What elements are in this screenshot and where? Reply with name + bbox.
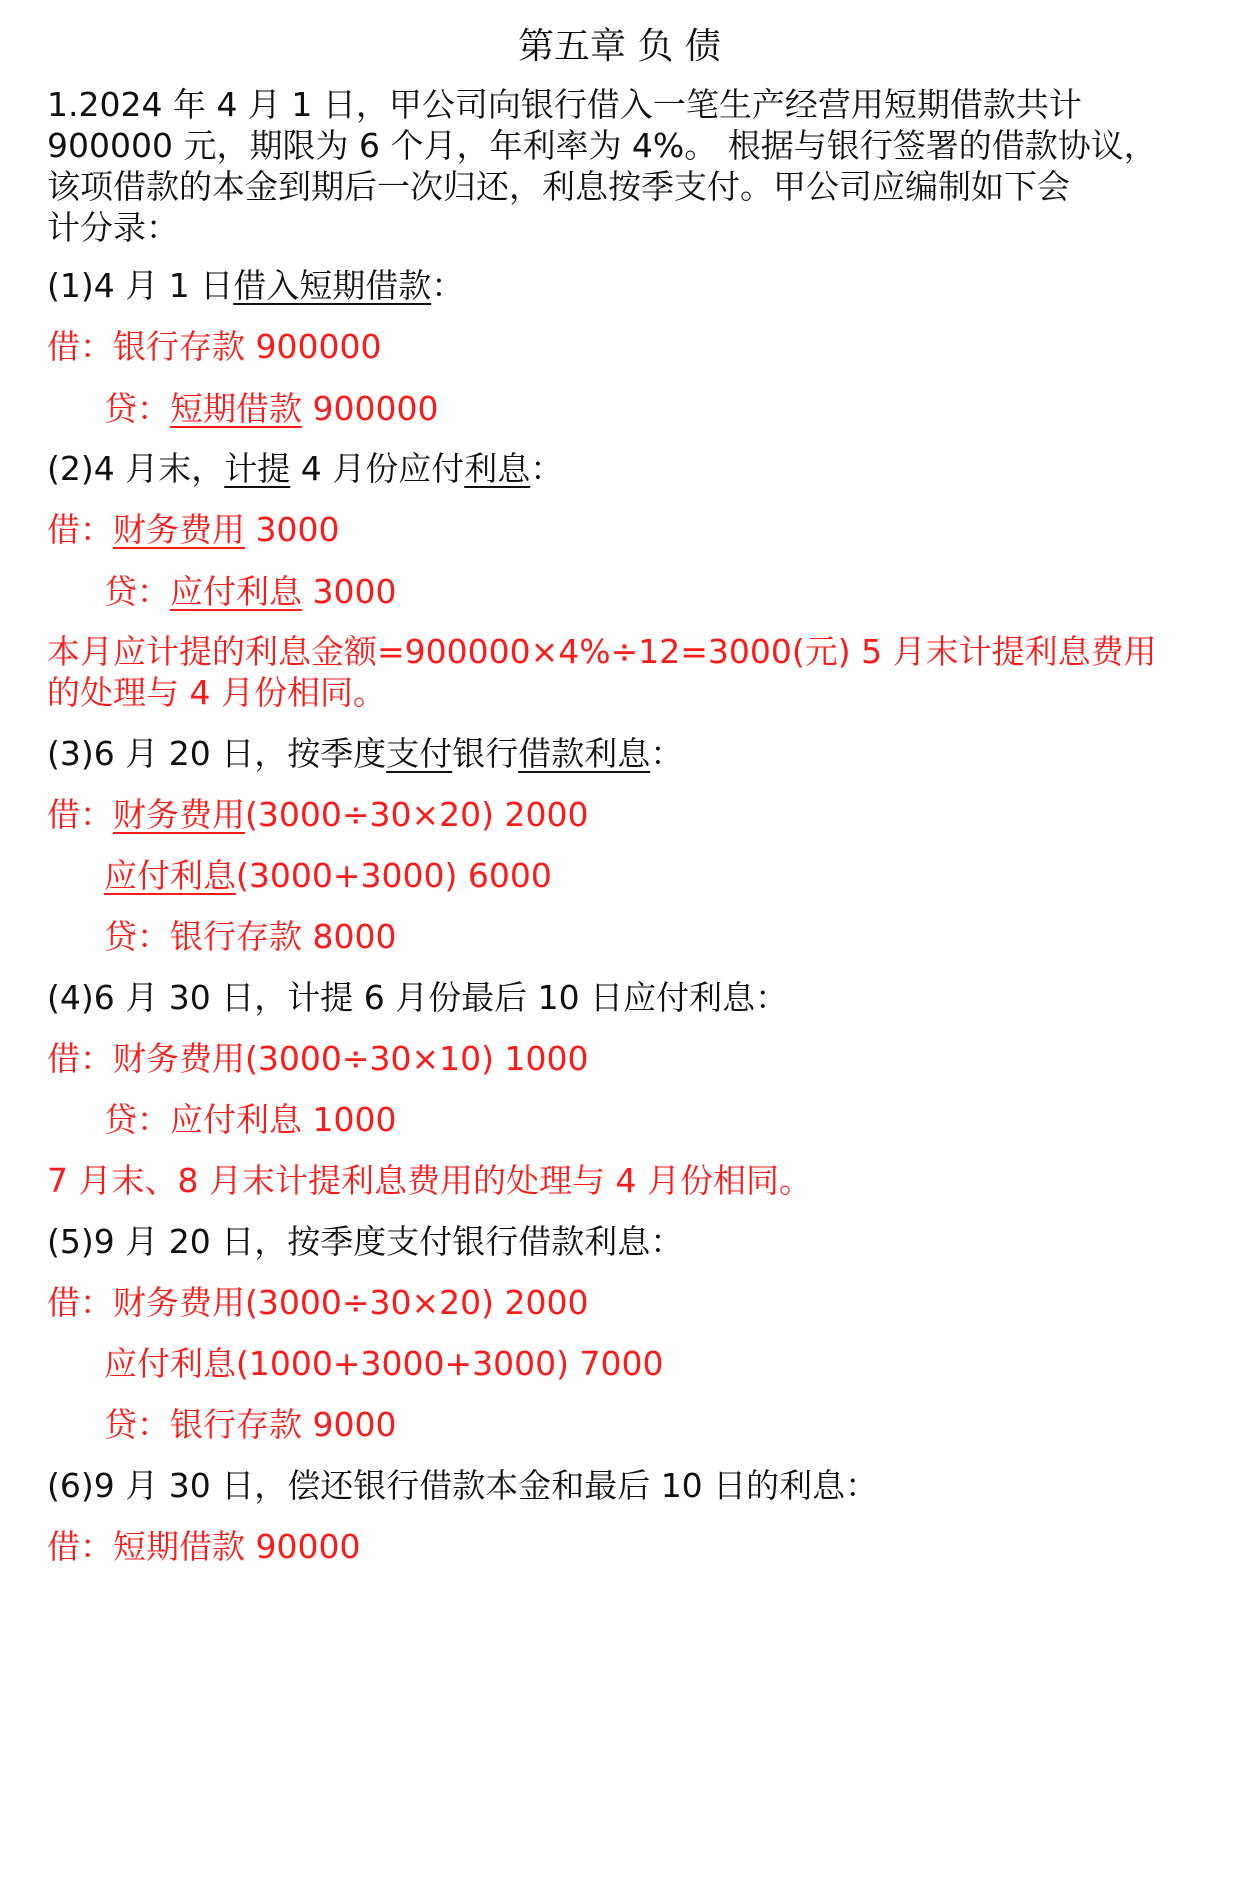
step-1-credit-prefix: 贷： [104, 389, 170, 428]
step-2-heading [47, 445, 1209, 493]
step-2-debit-amount: 3000 [245, 510, 340, 549]
step-3-credit: 贷：银行存款 8000 [104, 917, 397, 956]
question-line-3: 该项借款的本金到期后一次归还，利息按季支付。甲公司应编制如下会 [47, 167, 1070, 206]
question-line-2: 900000 元，期限为 6 个月，年利率为 4%。 根据与银行签署的借款协议， [47, 126, 1157, 165]
step-2-debit-account: 财务费用 [113, 510, 245, 549]
step-1-heading-date: (1)4 月 1 日 [47, 266, 234, 305]
step-2-heading-date: (2)4 月末， [47, 449, 225, 488]
question-line-1: 1.2024 年 4 月 1 日，甲公司向银行借入一笔生产经营用短期借款共计 [47, 85, 1082, 124]
step-3-heading-colon: ： [650, 734, 684, 773]
step-5-debit-2: 应付利息(1000+3000+3000) 7000 [104, 1344, 664, 1383]
step-3-heading [47, 730, 1209, 778]
step-4-heading: (4)6 月 30 日，计提 6 月份最后 10 日应付利息： [47, 978, 789, 1017]
step-3-debit-amount: (3000÷30×20) 2000 [245, 795, 589, 834]
step-2-credit-prefix: 贷： [104, 572, 170, 611]
step-3-debit [47, 791, 1209, 839]
step-1-heading-action: 借入短期借款 [233, 266, 432, 305]
step-3-heading-bank: 银行 [452, 734, 519, 773]
step-1-credit-amount: 900000 [302, 389, 439, 428]
step-3-debit-prefix: 借： [47, 795, 113, 834]
step-4-debit: 借：财务费用(3000÷30×10) 1000 [47, 1039, 589, 1078]
chapter-title: 第五章 负 债 [518, 26, 721, 67]
step-2-heading-colon: ： [530, 449, 564, 488]
step-1-heading [47, 262, 1209, 310]
step-1-debit: 借：银行存款 900000 [47, 327, 382, 366]
step-1-heading-colon: ： [431, 266, 465, 305]
step-2-note-line-1: 本月应计提的利息金额=900000×4%÷12=3000(元) 5 月末计提利息费用 [47, 632, 1157, 671]
step-3-heading-interest: 借款利息 [518, 734, 651, 773]
step-1-credit [104, 385, 1209, 433]
step-3-debit-2-account: 应付利息 [104, 856, 236, 895]
step-5-credit: 贷：银行存款 9000 [104, 1405, 397, 1444]
step-3-debit-2 [104, 852, 1209, 900]
step-5-heading: (5)9 月 20 日，按季度支付银行借款利息： [47, 1222, 684, 1261]
step-3-debit-2-amount: (3000+3000) 6000 [236, 856, 552, 895]
question-line-4: 计分录： [47, 208, 179, 247]
step-1-credit-account: 短期借款 [170, 389, 302, 428]
step-2-note-line-2: 的处理与 4 月份相同。 [47, 673, 386, 712]
step-3-heading-pay: 支付 [386, 734, 453, 773]
step-2-credit-amount: 3000 [302, 572, 397, 611]
step-2-credit [104, 568, 1209, 616]
step-3-debit-account: 财务费用 [113, 795, 245, 834]
step-6-debit: 借：短期借款 90000 [47, 1527, 361, 1566]
step-2-heading-action: 计提 [224, 449, 291, 488]
step-2-debit-prefix: 借： [47, 510, 113, 549]
step-4-note: 7 月末、8 月末计提利息费用的处理与 4 月份相同。 [47, 1161, 812, 1200]
step-5-debit: 借：财务费用(3000÷30×20) 2000 [47, 1283, 589, 1322]
step-4-credit: 贷：应付利息 1000 [104, 1100, 397, 1139]
step-2-credit-account: 应付利息 [170, 572, 302, 611]
step-6-heading: (6)9 月 30 日，偿还银行借款本金和最后 10 日的利息： [47, 1466, 879, 1505]
step-2-heading-interest: 利息 [464, 449, 531, 488]
step-2-debit [47, 506, 1209, 554]
step-2-heading-mid: 4 月份应付 [290, 449, 465, 488]
step-3-heading-date: (3)6 月 20 日，按季度 [47, 734, 387, 773]
